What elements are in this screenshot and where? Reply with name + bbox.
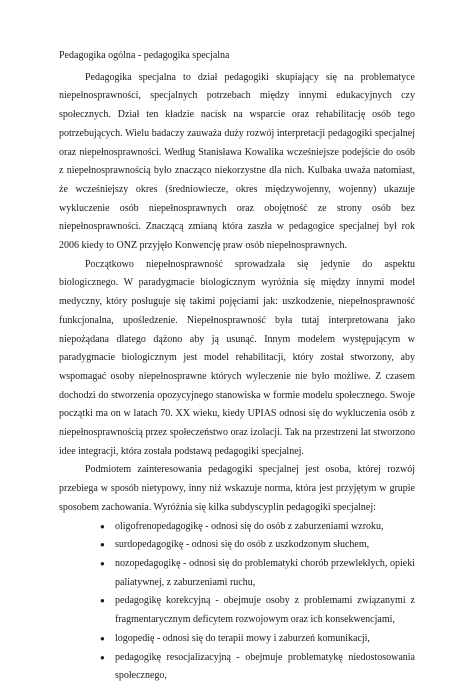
bullet-icon: ● bbox=[100, 633, 105, 643]
bullet-icon: ● bbox=[100, 540, 105, 550]
bullet-icon: ● bbox=[100, 558, 105, 568]
list-item bbox=[59, 630, 415, 649]
paragraph-subdisciplines: Podmiotem zainteresowania pedagogiki specjalnej jest osoba, której rozwój przebiega w sposób nietypowy, inny niż wskazuje norma, która jest przyjętym w grupie sposobem zachowania. Wyróżnia się kilka subdyscyplin pedagogiki specjalnej: bbox=[59, 464, 415, 513]
list-item-text: surdopedagogikę - odnosi się do osób z uszkodzonym słuchem, bbox=[115, 539, 370, 551]
list-item-text: pedagogikę korekcyjną - obejmuje osoby z problemami związanymi z fragmentarycznym deficytem rozwojowym oraz ich konsekwencjami, bbox=[115, 595, 415, 626]
bullet-icon: ● bbox=[100, 652, 105, 662]
list-item-text: oligofrenopedagogikę - odnosi się do osób z zaburzeniami wzroku, bbox=[115, 520, 384, 532]
paragraph-intro: Pedagogika specjalna to dział pedagogiki skupiający się na problematyce niepełnosprawności, specjalnych potrzebach między innymi edukacyjnych czy społecznych. Dział ten kładzie nacisk na wsparcie oraz rehabilitację osób tego potrzebujących. Wielu badaczy zauważa duży rozwój interpretacji pedagogiki specjalnej oraz niepełnosprawności. Według Stanisława Kowalika wcześniejsze podejście do osób z niepełnosprawnością było znacząco niekorzystne dla nich. Kulbaka uważa natomiast, że wcześniejszy okres (średniowiecze, okres międzywojenny, wojenny) ukazuje wykluczenie osób niepełnosprawnych oraz obojętność ze strony osób bez niepełnosprawności. Znaczącą zmianą która zaszła w pedagogice specjalnej był rok 2006 kiedy to ONZ przyjęło Konwencję praw osób niepełnosprawnych. bbox=[59, 71, 415, 252]
document-title: Pedagogika ogólna - pedagogika specjalna bbox=[59, 50, 230, 61]
list-item-text: pedagogikę resocjalizacyjną - obejmuje problematykę niedostosowania społecznego, bbox=[115, 651, 415, 682]
list-item bbox=[59, 518, 415, 537]
list-item bbox=[59, 555, 415, 592]
list-item-text: logopedię - odnosi się do terapii mowy i zaburzeń komunikacji, bbox=[115, 632, 370, 644]
list-item bbox=[59, 649, 415, 686]
paragraph-biological-paradigm: Początkowo niepełnosprawność sprowadzała się jedynie do aspektu biologicznego. W paradygmacie biologicznym wyróżnia się między innymi model medyczny, który posługuje się takimi pojęciami jak: uszkodzenie, niepełnosprawność funkcjonalna, upośledzenie. Niepełnosprawność była tutaj interpretowana jako niepożądana dlatego dążono aby ją usunąć. Innym modelem występującym w paradygmacie biologicznym jest model rehabilitacji, który został stworzony, aby wspomagać osoby niepełnosprawne których wyleczenie nie było możliwe. Z czasem dochodzi do stworzenia opozycyjnego stanowiska w formie modelu społecznego. Swoje początki ma on w latach 70. XX wieku, kiedy UPIAS odnosi się do wykluczenia osób z niepełnosprawnością przez społeczeństwo oraz izolacji. Tak na przestrzeni lat stworzono idee integracji, która została podstawą pedagogiki specjalnej. bbox=[59, 258, 415, 457]
list-item-text: nozopedagogikę - odnosi się do problematyki chorób przewlekłych, opieki paliatywnej, z zaburzeniami ruchu, bbox=[115, 557, 415, 588]
bullet-icon: ● bbox=[100, 596, 105, 606]
bullet-icon: ● bbox=[100, 521, 105, 531]
subdiscipline-list bbox=[59, 518, 415, 686]
list-item bbox=[59, 536, 415, 555]
list-item bbox=[59, 592, 415, 629]
